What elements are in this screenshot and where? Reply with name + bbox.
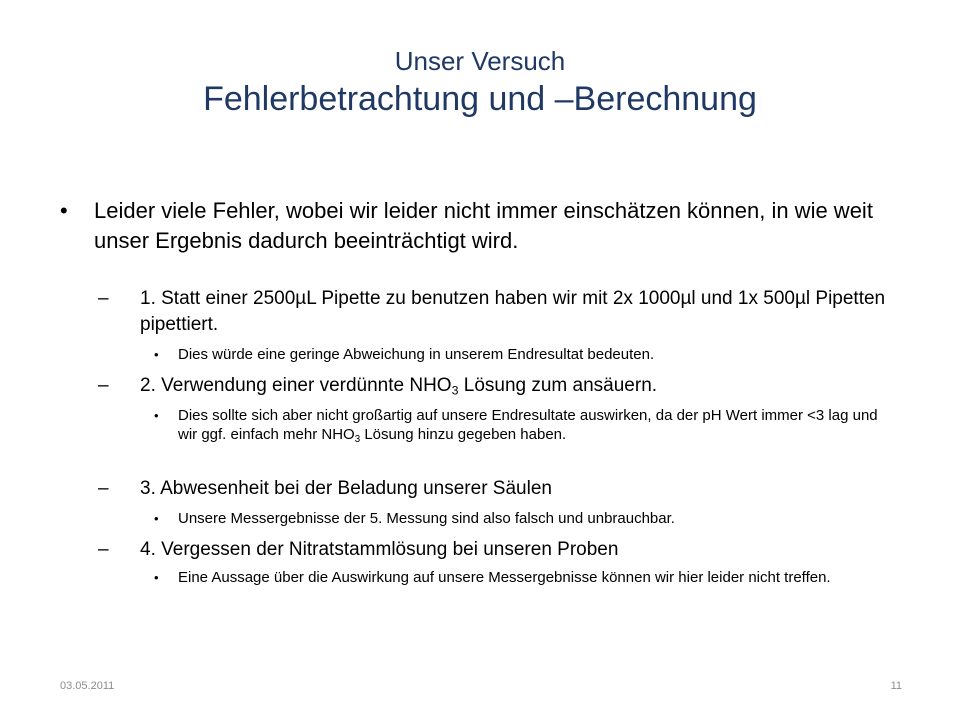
bullet-icon: • bbox=[154, 347, 159, 362]
dash-icon: – bbox=[98, 478, 109, 499]
title-line-1: Unser Versuch bbox=[394, 46, 566, 76]
bullet-icon: • bbox=[154, 570, 159, 585]
footer-date: 03.05.2011 bbox=[60, 680, 115, 692]
point-2-detail-post: Lösung hinzu gegeben haben. bbox=[360, 426, 567, 443]
point-3 bbox=[98, 476, 910, 502]
point-4-text: 4. Vergessen der Nitratstammlösung bei unseren Proben bbox=[140, 539, 619, 560]
point-2-text-pre: 2. Verwendung einer verdünnte NHO bbox=[140, 375, 452, 396]
main-bullet bbox=[60, 196, 874, 256]
point-3-text: 3. Abwesenheit bei der Beladung unserer Säulen bbox=[140, 478, 552, 499]
point-4-detail-text: Eine Aussage über die Auswirkung auf unsere Messergebnisse können wir hier leider nicht treffen. bbox=[178, 569, 831, 586]
footer-page-number: 11 bbox=[890, 680, 902, 692]
main-bullet-text: Leider viele Fehler, wobei wir leider nicht immer einschätzen können, in wie weit unser Ergebnis dadurch beeinträchtigt wird. bbox=[94, 198, 873, 253]
dash-icon: – bbox=[98, 288, 109, 309]
point-2 bbox=[98, 373, 910, 399]
bullet-icon: • bbox=[154, 408, 159, 423]
bullet-icon: • bbox=[60, 198, 68, 223]
point-2-detail-text bbox=[178, 407, 878, 443]
point-2-detail bbox=[154, 406, 898, 445]
bullet-icon: • bbox=[154, 511, 159, 526]
point-2-text-post: Lösung zum ansäuern. bbox=[458, 375, 658, 396]
point-3-detail bbox=[154, 509, 898, 528]
point-4-detail bbox=[154, 568, 898, 587]
point-2-detail-pre: Dies sollte sich aber nicht großartig auf unsere Endresultate auswirken, da der pH Wert immer <3 lag und wir ggf. einfach mehr NHO bbox=[178, 407, 878, 443]
point-2-text bbox=[140, 375, 657, 396]
point-1-text: 1. Statt einer 2500µL Pipette zu benutzen haben wir mit 2x 1000µl und 1x 500µl Pipetten pipettiert. bbox=[140, 288, 886, 335]
point-1-detail-text: Dies würde eine geringe Abweichung in unserem Endresultat bedeuten. bbox=[178, 346, 655, 363]
point-4 bbox=[98, 537, 910, 563]
point-1-detail bbox=[154, 345, 898, 364]
dash-icon: – bbox=[98, 375, 109, 396]
point-1 bbox=[98, 286, 910, 338]
dash-icon: – bbox=[98, 539, 109, 560]
point-2-subscript: 3 bbox=[451, 383, 459, 398]
title-line-2: Fehlerbetrachtung und –Berechnung bbox=[203, 80, 757, 118]
point-3-detail-text: Unsere Messergebnisse der 5. Messung sind also falsch und unbrauchbar. bbox=[178, 510, 675, 527]
slide-title bbox=[60, 44, 900, 120]
point-2-detail-subscript: 3 bbox=[354, 433, 361, 445]
